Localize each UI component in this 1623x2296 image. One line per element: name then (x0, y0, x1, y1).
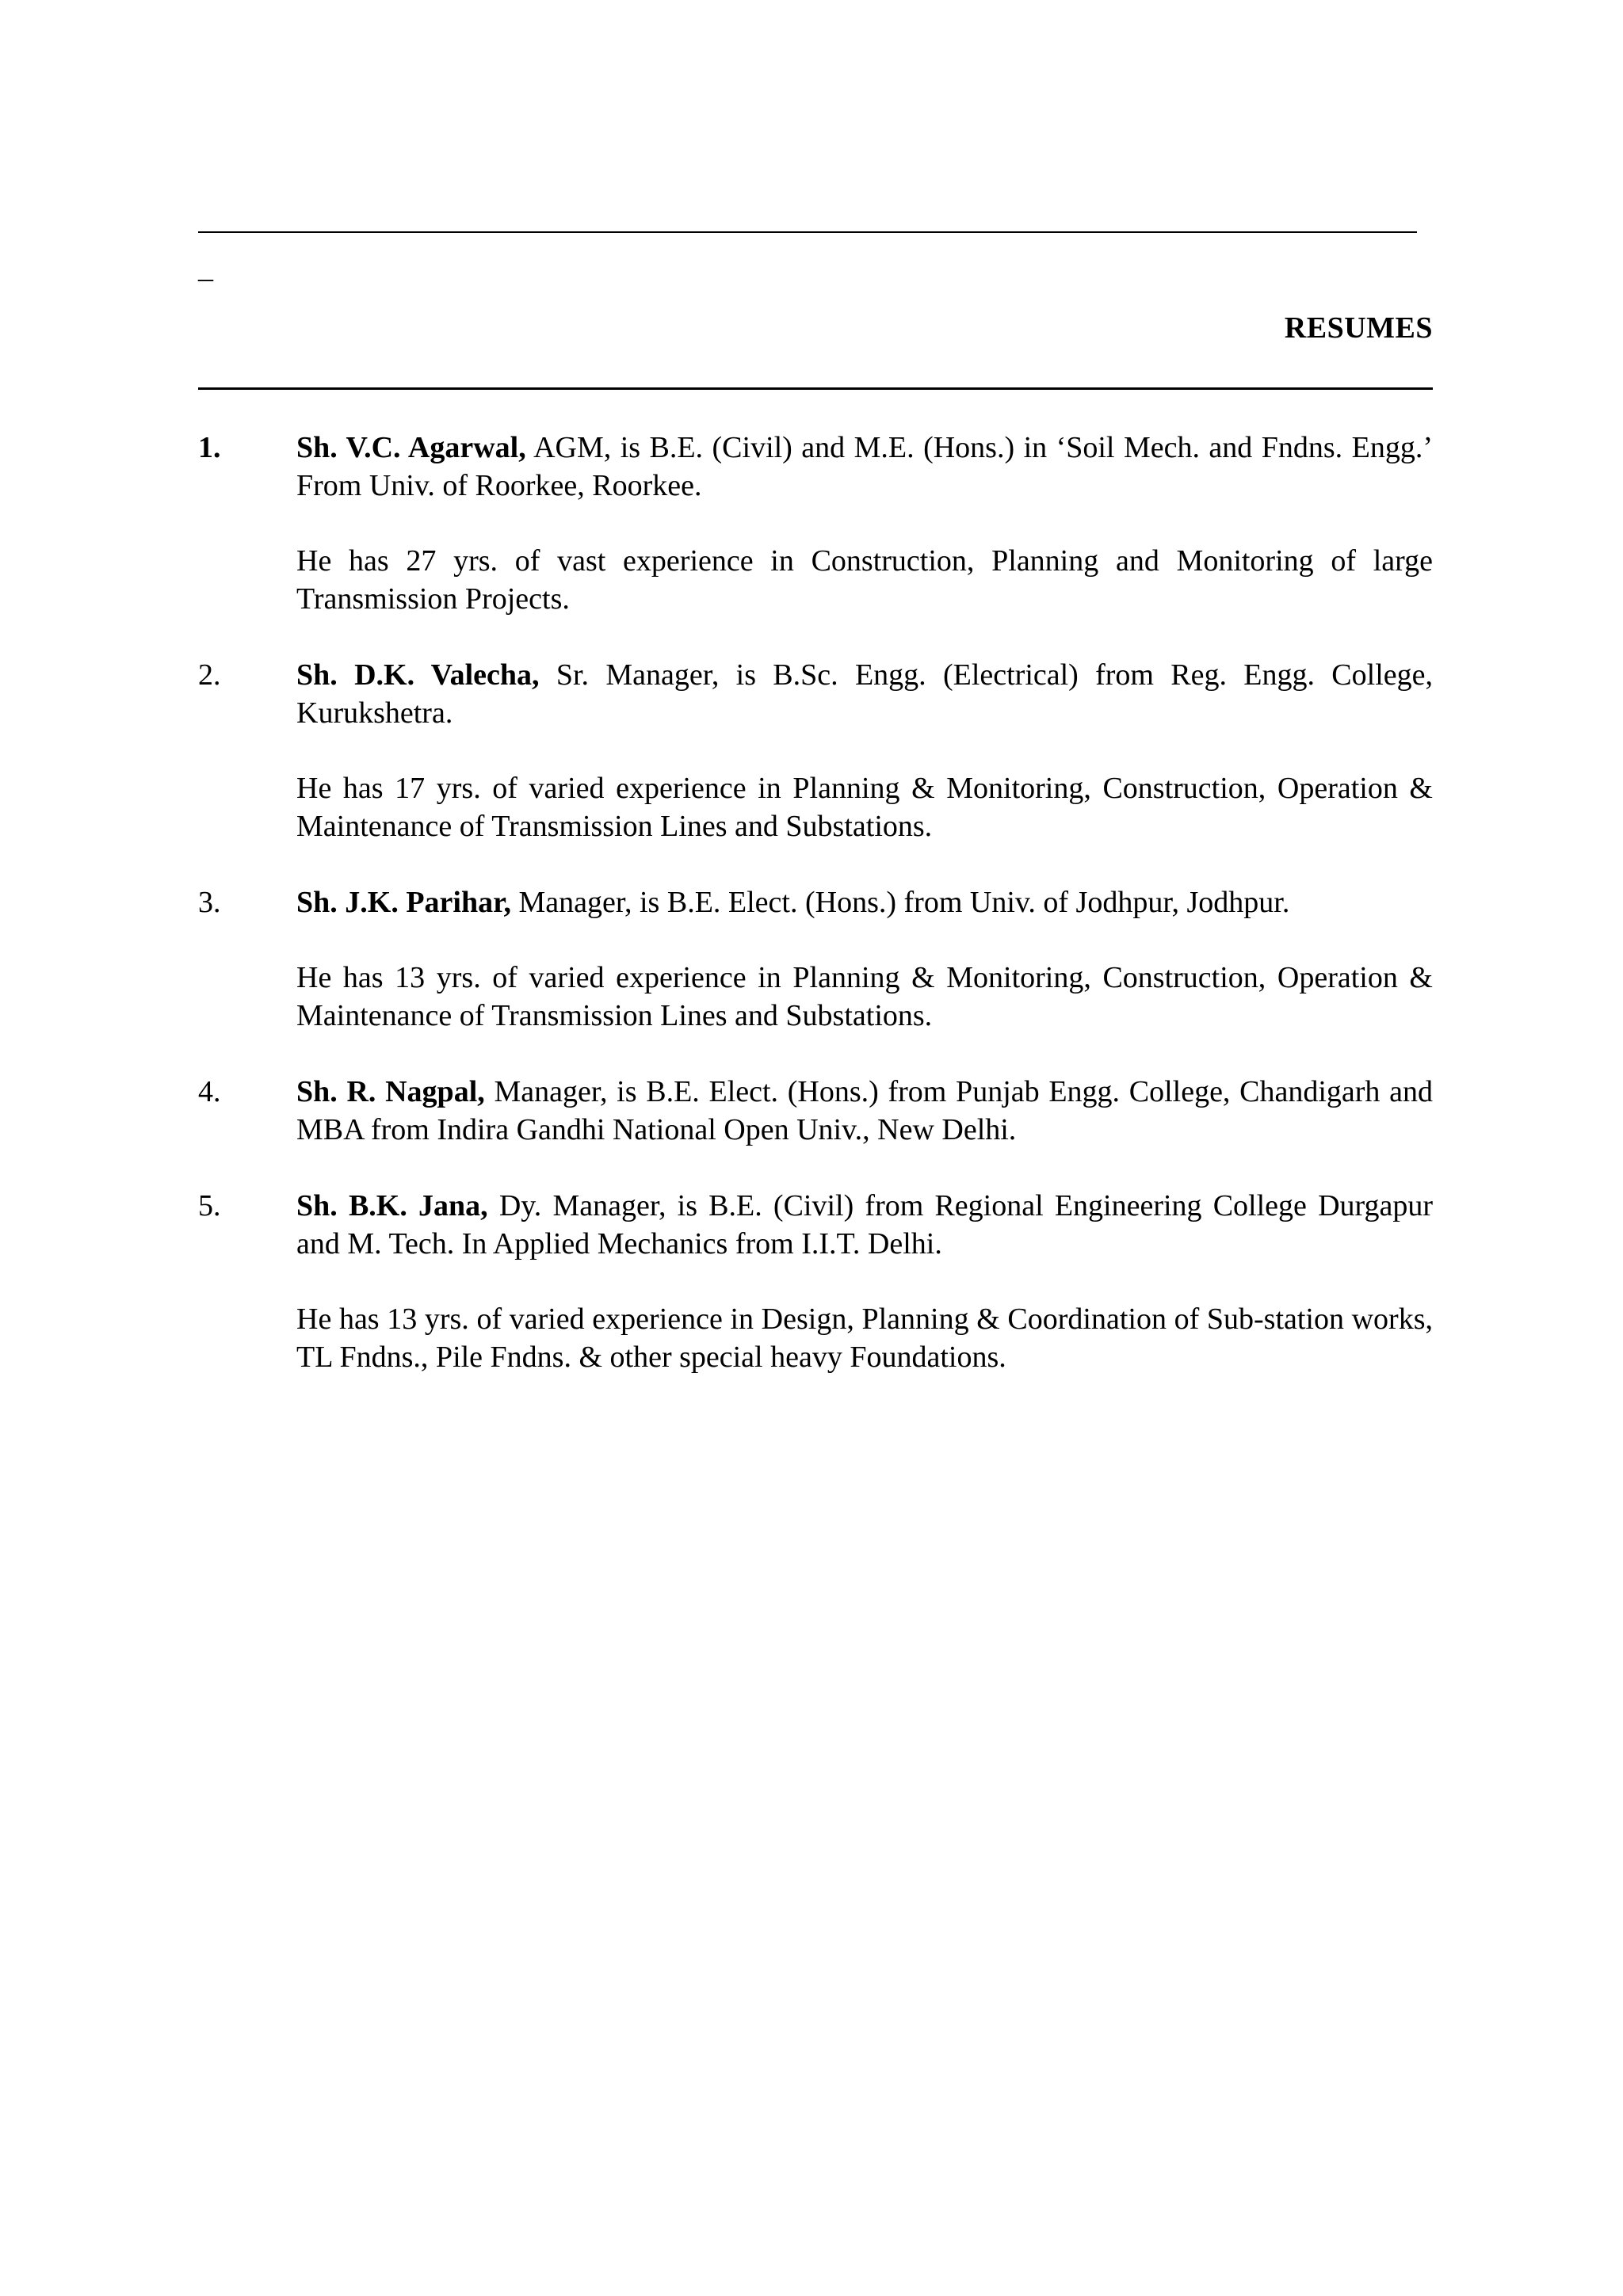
entry-qualification (296, 429, 1433, 505)
entry-experience: He has 13 yrs. of varied experience in Design, Planning & Coordination of Sub-station works, TL Fndns., Pile Fndns. & other special heavy Foundations. (296, 1302, 1433, 1374)
entry-body (296, 429, 1433, 618)
entry-qualification (296, 656, 1433, 732)
entry-experience: He has 13 yrs. of varied experience in Planning & Monitoring, Construction, Operation & Maintenance of Transmission Lines and Substations. (296, 961, 1433, 1032)
entry-experience: He has 27 yrs. of vast experience in Construction, Planning and Monitoring of large Transmission Projects. (296, 544, 1433, 616)
resume-entry (198, 883, 1433, 1035)
entry-number: 2. (198, 658, 221, 692)
person-name: Sh. V.C. Agarwal, (296, 431, 526, 464)
page-heading: RESUMES (1284, 311, 1433, 345)
resume-entry (198, 656, 1433, 845)
qualification-text: Sr. Manager, is B.Sc. Engg. (Electrical) from Reg. Engg. College, Kurukshetra. (296, 658, 1433, 730)
resume-entry (198, 1073, 1433, 1149)
person-name: Sh. D.K. Valecha, (296, 658, 540, 692)
heading-rule (198, 387, 1433, 390)
entry-number: 4. (198, 1075, 221, 1108)
person-name: Sh. J.K. Parihar, (296, 886, 511, 919)
stray-underscore: _ (198, 251, 213, 284)
entry-number: 3. (198, 886, 221, 919)
entry-qualification (296, 883, 1433, 921)
resume-entry (198, 1187, 1433, 1376)
entry-experience: He has 17 yrs. of varied experience in Planning & Monitoring, Construction, Operation & Maintenance of Transmission Lines and Substations. (296, 772, 1433, 843)
qualification-text: Manager, is B.E. Elect. (Hons.) from Univ. of Jodhpur, Jodhpur. (510, 886, 1290, 919)
person-name: Sh. R. Nagpal, (296, 1075, 485, 1108)
entry-body (296, 1073, 1433, 1149)
top-rule (198, 231, 1417, 233)
entry-body (296, 1187, 1433, 1376)
qualification-text: Dy. Manager, is B.E. (Civil) from Regional Engineering College Durgapur and M. Tech. In Applied Mechanics from I.I.T. Delhi. (296, 1189, 1433, 1261)
qualification-text: AGM, is B.E. (Civil) and M.E. (Hons.) in ‘Soil Mech. and Fndns. Engg.’ From Univ. of Roorkee, Roorkee. (296, 431, 1433, 502)
entry-qualification (296, 1187, 1433, 1263)
entry-number: 5. (198, 1189, 221, 1222)
resume-entry (198, 429, 1433, 618)
qualification-text: Manager, is B.E. Elect. (Hons.) from Punjab Engg. College, Chandigarh and MBA from Indira Gandhi National Open Univ., New Delhi. (296, 1075, 1433, 1146)
resume-list (198, 429, 1433, 1414)
entry-number: 1. (198, 431, 221, 464)
entry-qualification (296, 1073, 1433, 1149)
entry-body (296, 883, 1433, 1035)
person-name: Sh. B.K. Jana, (296, 1189, 488, 1222)
entry-body (296, 656, 1433, 845)
